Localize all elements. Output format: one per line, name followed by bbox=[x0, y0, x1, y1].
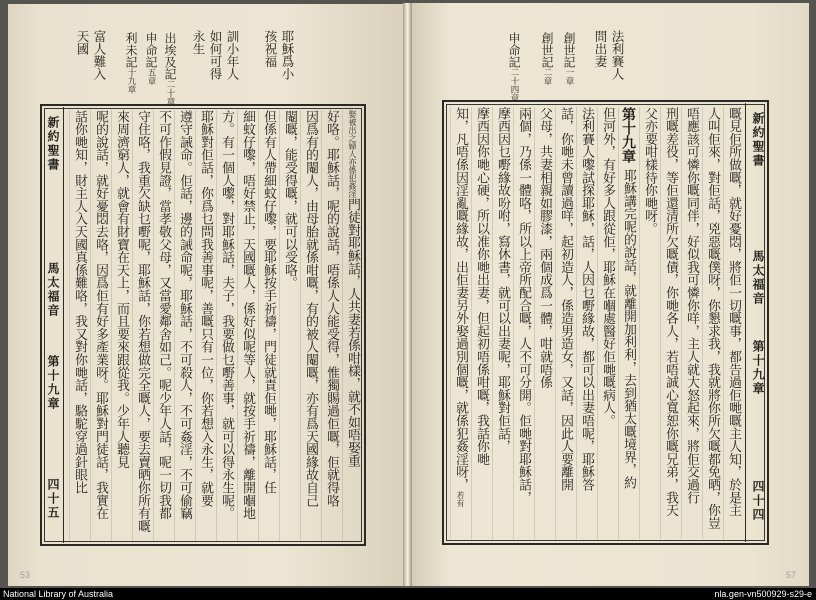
running-chapter: 第十九章 bbox=[46, 355, 60, 411]
margin-note: 耶穌爲小孩祝福 bbox=[263, 30, 295, 80]
text-column: 唔應該可憐你嘅同伴，好似我可憐你咩，主人就大怒起來，將佢交過行 bbox=[681, 107, 702, 539]
text-column bbox=[450, 107, 471, 539]
text-column: 人叫佢來，對佢話，兇惡嘅僕呀，你懇求我，我就將你所欠嘅都免晒，你豈 bbox=[702, 107, 723, 539]
column-text: 知，凡唔係因淫亂嘅緣故，出佢妻另外娶過別個嘅，就係犯姦淫呀， bbox=[453, 107, 468, 491]
reference-chapter: 十九章 bbox=[126, 68, 136, 94]
margin-note: 法利賽人問出妻 bbox=[593, 30, 625, 80]
header-column-rule bbox=[63, 107, 64, 543]
reference-chapter: 一章 bbox=[564, 68, 574, 85]
text-column: 不可作假見證，當孝敬父母，又當愛鄰舍如己。呢少年人話，呢一切我都 bbox=[153, 110, 174, 542]
text-column: 父亦要咁樣待你哋呀。 bbox=[639, 107, 660, 539]
text-column: 但河外，有好多人跟從佢，耶穌在嗰處醫好佢哋嘅病人。 bbox=[597, 107, 618, 539]
interlinear-note: 若有 bbox=[456, 491, 465, 507]
text-column: 法利賽人嚟試探耶穌，話，人因乜嘢緣故，都可以出妻唔呢，耶穌答 bbox=[576, 107, 597, 539]
margin-note: 富人難入天國 bbox=[75, 30, 107, 80]
text-column bbox=[618, 107, 639, 539]
interlinear-note: 娶被出之婦人亦係犯姦淫 bbox=[348, 110, 357, 198]
text-column: 摩西因乜嘢緣故吩咐，寫休書，就可以出妻呢，耶穌對佢話， bbox=[492, 107, 513, 539]
text-column: 好咯。耶穌話，呢的說話，唔係人人能受得，惟獨賜過佢嘅，佢就得咯 bbox=[321, 110, 342, 542]
running-chapter: 第十九章 bbox=[751, 340, 765, 396]
scripture-reference-note bbox=[161, 32, 178, 114]
text-column: 摩西因你哋心硬，所以准你哋出妻，但起初唔係咁嘅，我話你哋 bbox=[471, 107, 492, 539]
text-column: 守住咯，我重欠缺乜嘢呢，耶穌話，你若想做完全嘅人，要去賣晒你所有嘅 bbox=[132, 110, 153, 542]
reference-book: 利未記 bbox=[124, 32, 138, 68]
reference-chapter: 二十章 bbox=[165, 80, 175, 106]
column-text: 門徒對耶穌話，人共妻若係咁樣，就不如唔娶重 bbox=[345, 198, 360, 467]
reference-book: 出埃及記 bbox=[163, 32, 177, 80]
text-column: 遵守誡命。佢話，邊的誡命呢，耶穌話，不可殺人，不可姦淫，不可偷竊 bbox=[174, 110, 195, 542]
item-identifier: nla.gen-vn500929-s29-e bbox=[714, 589, 812, 599]
text-column: 閹嘅，能受得嘅，就可以受咯。 bbox=[279, 110, 300, 542]
reference-chapter: 二十四章 bbox=[509, 68, 519, 102]
reference-chapter: 五章 bbox=[146, 68, 156, 85]
text-column: 話，你哋未曾讀過咩，起初造人，係造男造女，又話，因此人要離開 bbox=[555, 107, 576, 539]
running-gospel: 馬太福音 bbox=[46, 262, 60, 318]
book-spine-gutter bbox=[403, 3, 412, 586]
text-column: 方。有一個人嚟，對耶穌話，夫子，我要做乜嘢善事，就可以得永生呢。 bbox=[216, 110, 237, 542]
text-column: 來周濟窮人，就會有財寶在天上，而且要來跟從我。少年人聽見 bbox=[111, 110, 132, 542]
reference-book: 申命記 bbox=[144, 32, 158, 68]
text-column: 刑嘅差役，等佢還清所欠嘅債，你哋各人，若唔誠心寬恕你嘅兄弟，我天 bbox=[660, 107, 681, 539]
text-column bbox=[342, 110, 363, 542]
text-block bbox=[65, 110, 363, 542]
reference-chapter: 二章 bbox=[542, 68, 552, 85]
chapter-heading: 第十九章 bbox=[620, 107, 636, 163]
text-column: 細蚊仔嚟，唔好禁止，天國嘅人，係好似呢等人，就按手祈禱，離開嗰地 bbox=[237, 110, 258, 542]
text-column: 因爲有的閹人，由母胎就係咁嘅，有的被人閹嘅，亦有爲天國緣故自己 bbox=[300, 110, 321, 542]
reference-book: 創世記 bbox=[562, 32, 576, 68]
header-column-rule bbox=[745, 103, 746, 542]
pencil-folio-mark: 53 bbox=[20, 570, 31, 580]
text-column: 嘅見佢所做嘅，就好憂悶，將佢一切嘅事，都告過佢哋嘅主人知，於是主 bbox=[723, 107, 744, 539]
pencil-folio-mark: 57 bbox=[786, 570, 797, 580]
page-number: 四十四 bbox=[751, 480, 765, 522]
page-number: 四十五 bbox=[46, 478, 60, 520]
scripture-reference-note bbox=[142, 32, 159, 114]
text-column: 兩個，乃係一體咯，所以上帝所配合嘅，人不可分開。佢哋對耶穌話， bbox=[513, 107, 534, 539]
text-block bbox=[446, 107, 744, 539]
reference-book: 申命記 bbox=[507, 32, 521, 68]
running-title: 新約聖書 bbox=[46, 116, 60, 172]
text-column: 呢的說話，就好憂悶去咯，因爲佢有好多產業呀。耶穌對門徒話，我實在 bbox=[90, 110, 111, 542]
text-column: 耶穌對佢話，你爲乜問我善事呢，善嘅只有一位，你若想入永生，就要 bbox=[195, 110, 216, 542]
column-text: 耶穌講完呢的說話，就離開加利利，去到猶太嘅境界，約 bbox=[621, 169, 636, 489]
text-column: 父母，共妻相親如膠漆，兩個成爲一體，咁就唔係 bbox=[534, 107, 555, 539]
scripture-reference-note bbox=[122, 32, 139, 114]
reference-book: 創世記 bbox=[540, 32, 554, 68]
text-column: 話你哋知，財主人入天國真係難咯，我又對你哋話，駱駝穿過針眼比 bbox=[69, 110, 90, 542]
institution-name: National Library of Australia bbox=[3, 589, 114, 599]
running-gospel: 馬太福音 bbox=[751, 250, 765, 306]
margin-note: 訓小年人如何可得永生 bbox=[191, 30, 240, 80]
running-title: 新約聖書 bbox=[751, 112, 765, 168]
attribution-bar bbox=[0, 588, 816, 600]
text-column: 但係有人帶細蚊仔嚟，要耶穌按手祈禱，門徒就責佢哋，耶穌話，任 bbox=[258, 110, 279, 542]
